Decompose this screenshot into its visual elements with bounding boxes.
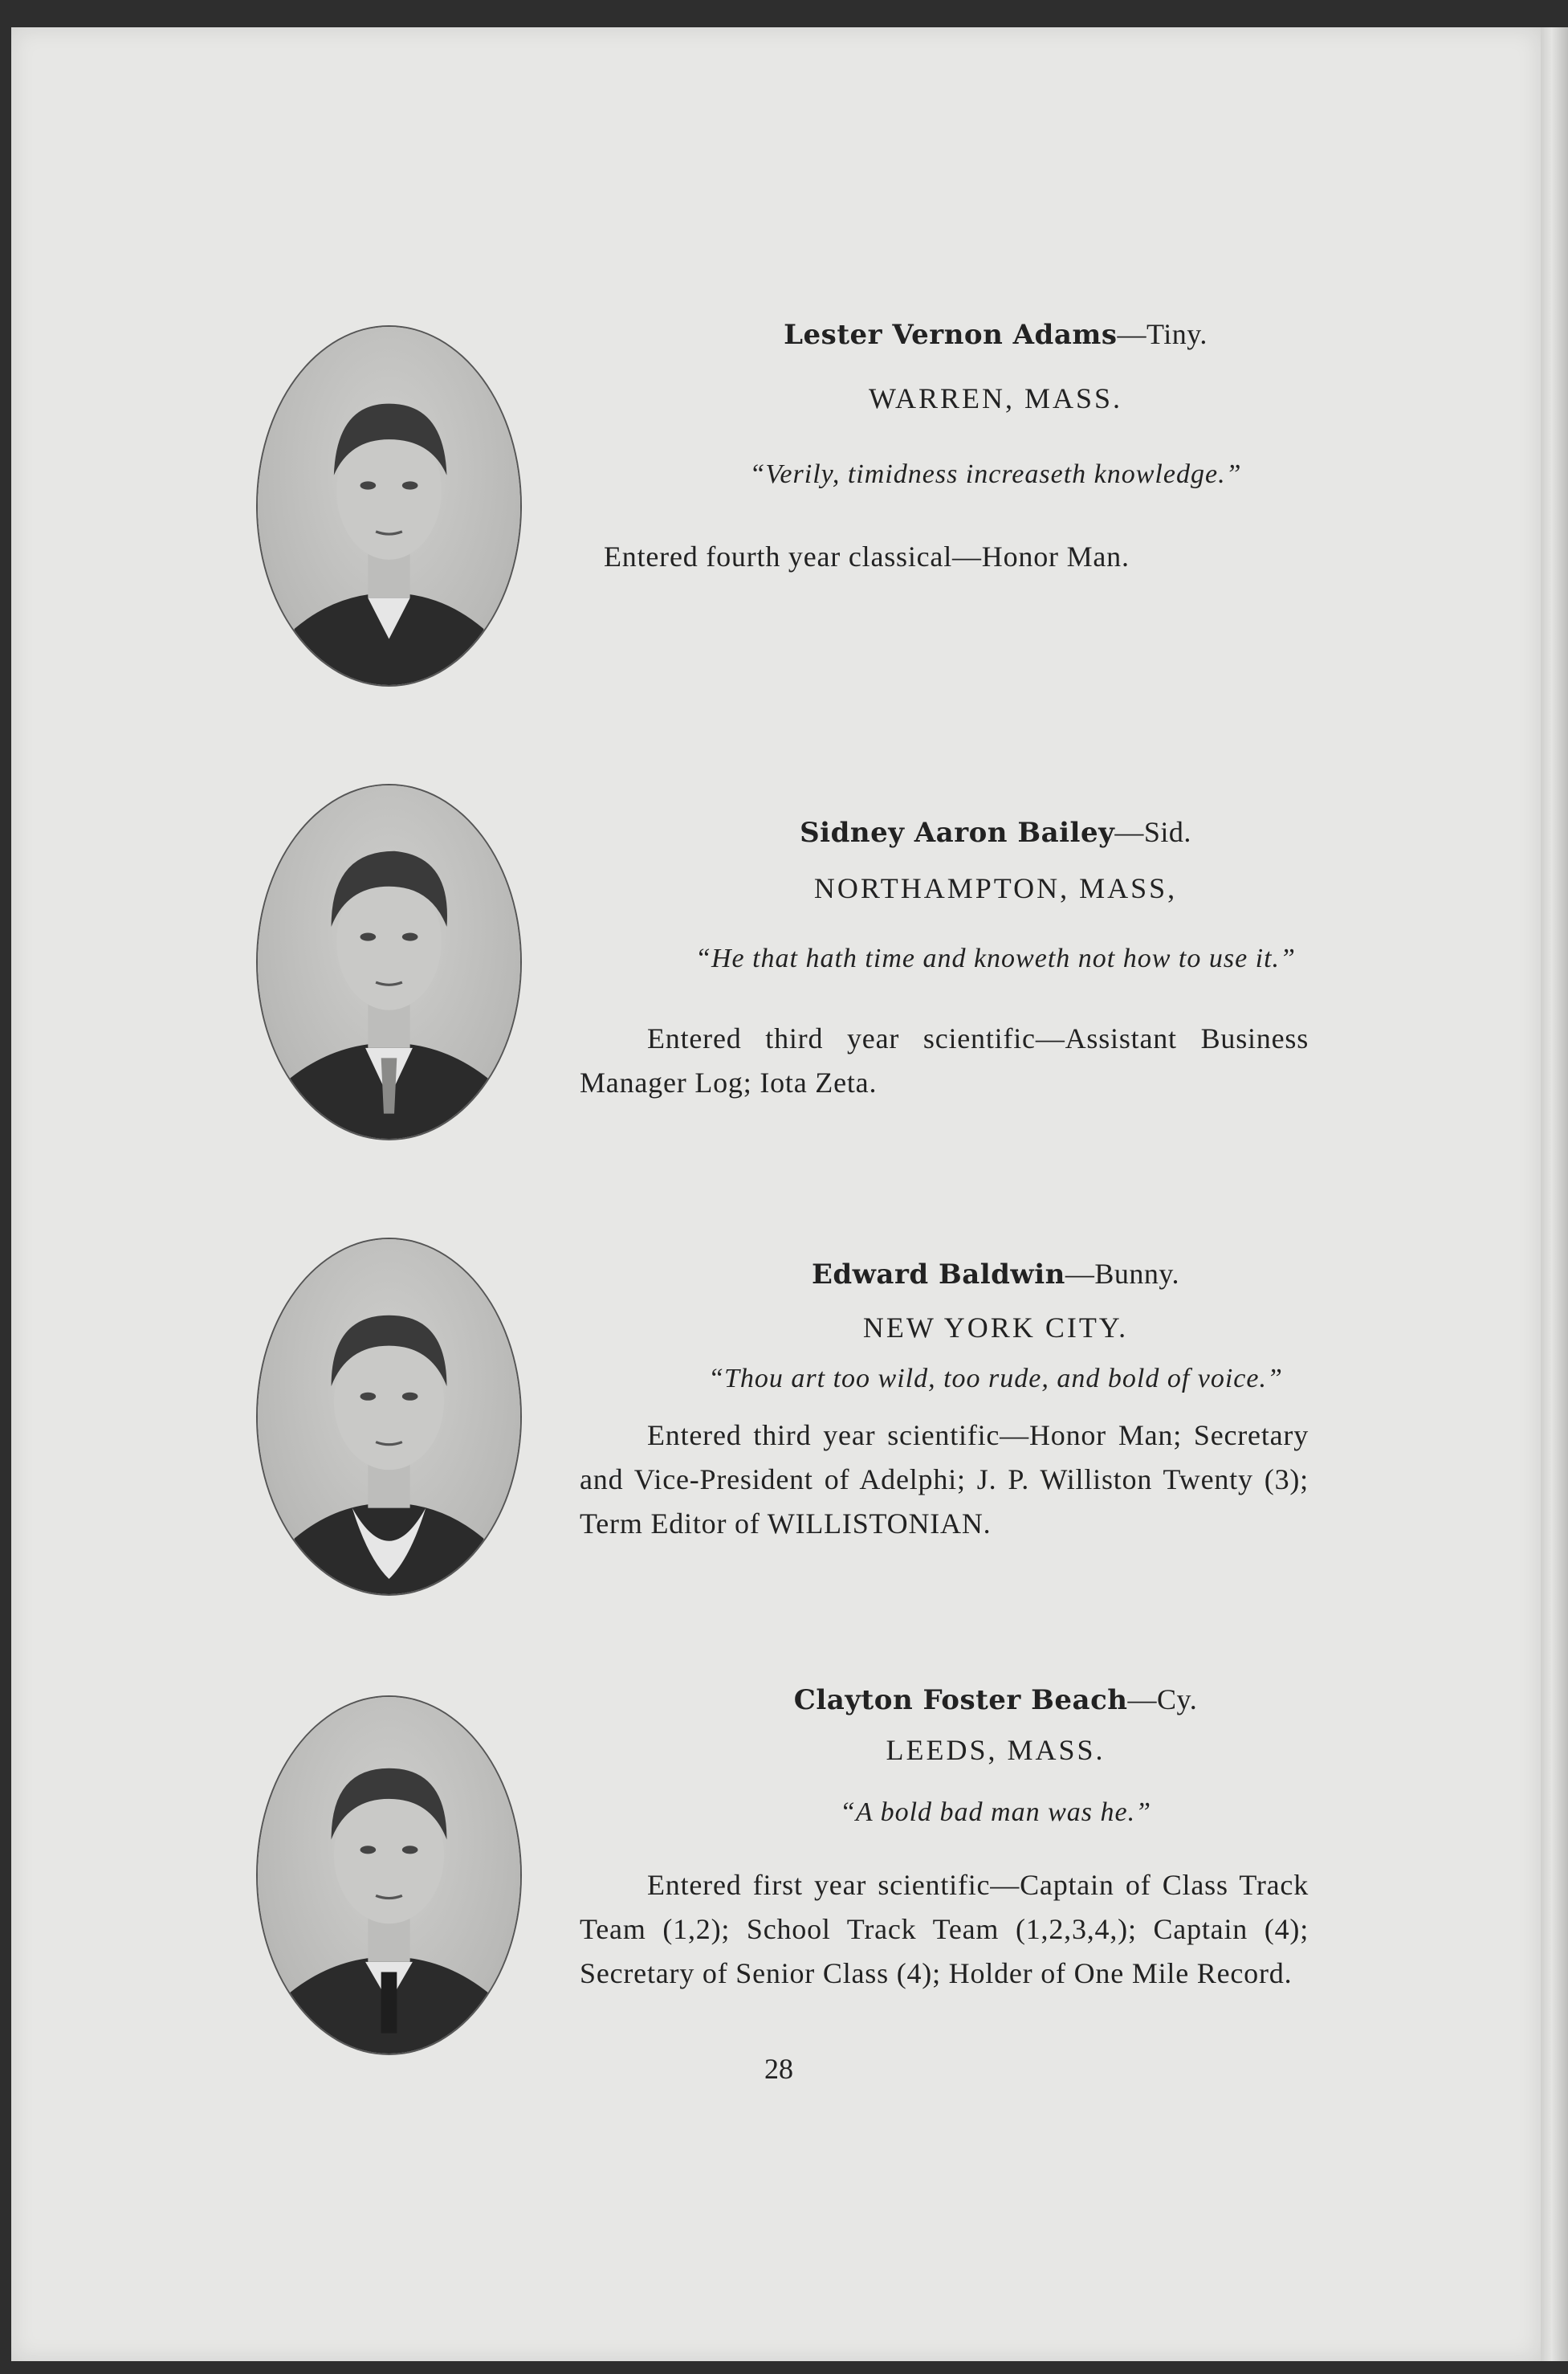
entry-quote: “A bold bad man was he.” [840, 1797, 1151, 1827]
entry-place: LEEDS, MASS. [886, 1734, 1106, 1766]
entry-quote: “Thou art too wild, too rude, and bold of voice.” [708, 1364, 1283, 1393]
entry-quote: “Verily, timidness increaseth knowledge.” [749, 459, 1242, 489]
entry-nickname: —Cy. [1127, 1683, 1198, 1715]
entry-description: Entered fourth year classical—Honor Man. [604, 540, 1130, 573]
entry-name: Lester Vernon Adams [784, 319, 1118, 351]
entry-name: Sidney Aaron Bailey [800, 817, 1115, 849]
entry-place: NEW YORK CITY. [862, 1311, 1129, 1344]
book-spine [1541, 27, 1568, 2361]
portrait-adams [258, 327, 520, 685]
entry-nickname: —Sid. [1114, 816, 1191, 848]
portrait-bailey [258, 785, 520, 1139]
entry-name-line [562, 317, 1429, 351]
entry-name-line [562, 815, 1429, 849]
entry-quote: “He that hath time and knoweth not how to use it.” [695, 944, 1296, 973]
entry-nickname: —Bunny. [1065, 1258, 1180, 1290]
page-number: 28 [764, 2053, 793, 2085]
book-page [11, 27, 1541, 2361]
entry-description: Entered third year scientific—Honor Man; Secretary and Vice-President of Adelphi; J. P. Williston Twenty (3); Term Editor of WILLISTONIAN. [580, 1419, 1309, 1540]
portrait-baldwin [258, 1239, 520, 1594]
entry-place: WARREN, MASS. [868, 382, 1123, 414]
portrait-beach [258, 1697, 520, 2054]
entry-nickname: —Tiny. [1117, 318, 1208, 350]
entry-name: Clayton Foster Beach [793, 1684, 1128, 1716]
entry-description: Entered third year scientific—Assistant Business Manager Log; Iota Zeta. [580, 1022, 1309, 1099]
entry-description: Entered first year scientific—Captain of Class Track Team (1,2); School Track Team (1,2,3,4,); Captain (4); Secretary of Senior Class (4); Holder of One Mile Record. [580, 1869, 1309, 1989]
entry-name: Edward Baldwin [811, 1258, 1065, 1291]
entry-place: NORTHAMPTON, MASS, [813, 872, 1178, 904]
entry-name-line [562, 1257, 1429, 1291]
entry-name-line [562, 1683, 1429, 1716]
